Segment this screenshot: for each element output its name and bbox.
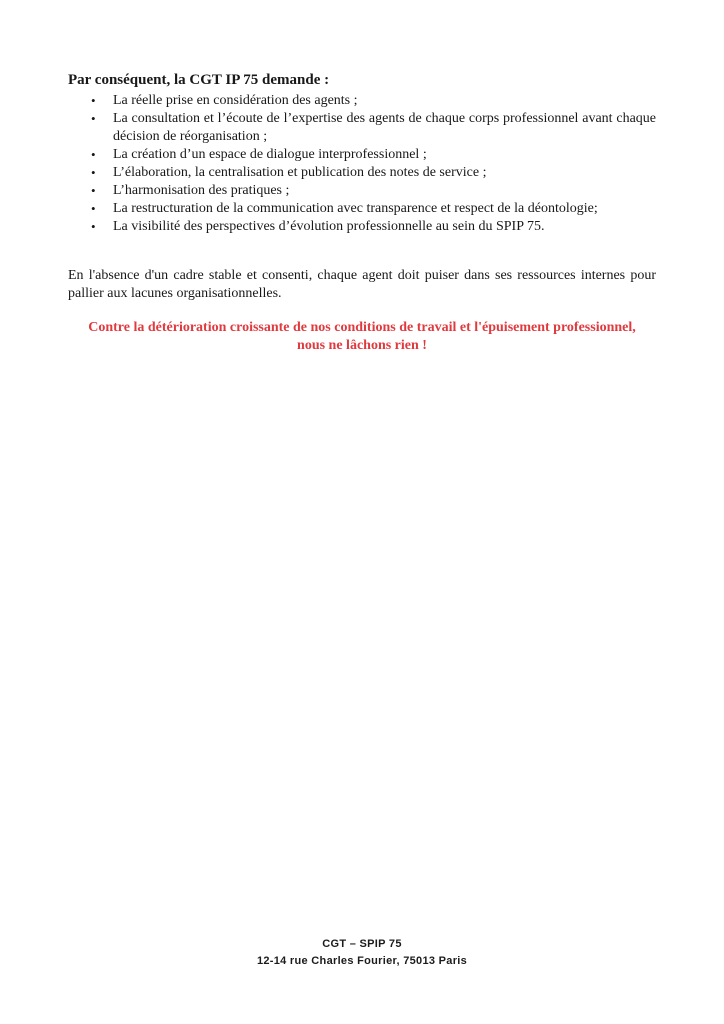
- list-item-text: La réelle prise en considération des agents ;: [113, 93, 358, 108]
- bullet-icon: •: [91, 147, 96, 162]
- bullet-icon: •: [91, 219, 96, 234]
- list-item-text: La restructuration de la communication avec transparence et respect de la déontologie;: [113, 201, 598, 216]
- bullet-icon: •: [91, 165, 96, 180]
- footer-org-name: CGT – SPIP 75: [322, 938, 402, 950]
- list-item: [68, 92, 656, 110]
- list-item: [68, 164, 656, 182]
- list-item: [68, 110, 656, 146]
- bullet-icon: •: [91, 93, 96, 108]
- list-item-text: La visibilité des perspectives d’évolution professionnelle au sein du SPIP 75.: [113, 219, 545, 234]
- list-item-text: La création d’un espace de dialogue interprofessionnel ;: [113, 147, 427, 162]
- red-callout-line1: Contre la détérioration croissante de nos conditions de travail et l'épuisement professionnel,: [88, 320, 636, 335]
- list-item: [68, 146, 656, 164]
- list-item-text: La consultation et l’écoute de l’expertise des agents de chaque corps professionnel avant chaque décision de réorganisation ;: [113, 111, 656, 144]
- footer-address: 12-14 rue Charles Fourier, 75013 Paris: [256, 955, 468, 967]
- document-body: [68, 71, 656, 355]
- list-item: [68, 182, 656, 200]
- demands-list: [68, 92, 656, 236]
- list-item-text: L’harmonisation des pratiques ;: [113, 183, 290, 198]
- page-footer: [0, 936, 724, 970]
- body-paragraph: En l'absence d'un cadre stable et consenti, chaque agent doit puiser dans ses ressources internes pour pallier aux lacunes organisationnelles.: [68, 268, 656, 301]
- bullet-icon: •: [91, 201, 96, 216]
- list-item: [68, 218, 656, 236]
- list-item: [68, 200, 656, 218]
- bullet-icon: •: [91, 183, 96, 198]
- list-item-text: L’élaboration, la centralisation et publication des notes de service ;: [113, 165, 487, 180]
- bullet-icon: •: [91, 111, 96, 126]
- demands-heading: Par conséquent, la CGT IP 75 demande :: [68, 72, 330, 88]
- red-callout-line2: nous ne lâchons rien !: [297, 338, 427, 353]
- red-callout: [68, 319, 656, 355]
